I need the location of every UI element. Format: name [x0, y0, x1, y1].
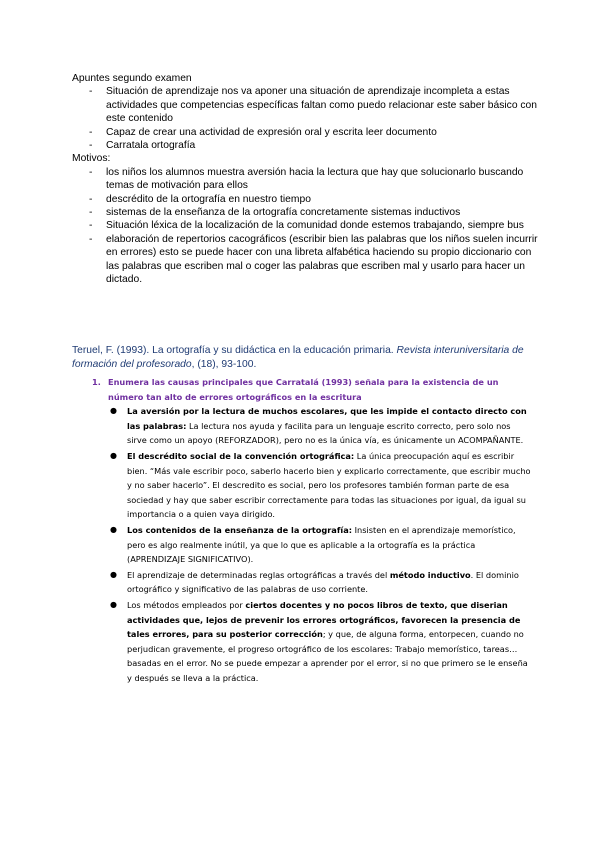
reference-journal: Revista interuniversitaria de formación del profesorado — [72, 345, 524, 371]
list-item — [72, 139, 542, 152]
bullet-bold-text: Los contenidos de la enseñanza de la ortografía: — [127, 524, 353, 535]
list-item — [72, 166, 542, 193]
bullet-text: . El dominio ortográfico y significativo de las palabras de uso corriente. — [127, 569, 519, 595]
notes-section — [72, 72, 542, 287]
list-item — [72, 449, 532, 522]
bullet-text: La lectura nos ayuda y facilita para un lenguaje escrito correcto, pero solo nos sirve como un apoyo (REFORZADOR), pero no es la única vía, es únicamente un ACOMPAÑANTE. — [127, 420, 524, 446]
answer-list — [72, 404, 532, 685]
list-item-text: descrédito de la ortografía en nuestro tiempo — [106, 193, 311, 205]
dash-marker: - — [89, 86, 93, 98]
question-text: Enumera las causas principales que Carratalá (1993) señala para la existencia de un número tan alto de errores ortográficos en la escritura — [108, 377, 499, 402]
list-item — [72, 85, 542, 125]
list-item — [72, 568, 532, 597]
question-heading — [72, 375, 532, 404]
dash-marker: - — [89, 233, 93, 245]
list-item — [72, 598, 532, 686]
motivos-title: Motivos: — [72, 153, 111, 165]
dash-marker: - — [89, 166, 93, 178]
question-section — [72, 375, 532, 686]
list-item — [72, 126, 542, 139]
notes-title: Apuntes segundo examen — [72, 73, 192, 84]
motivos-list — [72, 166, 542, 287]
list-item-text: Capaz de crear una actividad de expresión oral y escrita leer documento — [106, 126, 437, 138]
bullet-icon: ● — [110, 406, 117, 416]
bullet-text: El aprendizaje de determinadas reglas ortográficas a través del — [127, 569, 390, 580]
bullet-text: Insisten en el aprendizaje memorístico, pero es algo realmente inútil, ya que lo que es aplicable a la ortografía es la práctica (APRENDIZAJE SIGNIFICATIVO). — [127, 524, 516, 565]
list-item — [72, 219, 542, 232]
list-item-text: Carratala ortografía — [106, 140, 196, 152]
bullet-text: Los métodos empleados por — [127, 599, 246, 610]
bibliographic-reference — [72, 344, 532, 372]
dash-marker: - — [89, 207, 93, 219]
dash-marker: - — [89, 193, 93, 205]
list-item — [72, 206, 542, 219]
bullet-icon: ● — [110, 569, 117, 579]
reference-text: Teruel, F. (1993). La ortografía y su didáctica en la educación primaria. — [72, 345, 397, 357]
dash-marker: - — [89, 140, 93, 152]
reference-details: , (18), 93-100. — [191, 359, 257, 371]
bullet-bold-text: El descrédito social de la convención ortográfica: — [127, 450, 355, 461]
list-item-text: los niños los alumnos muestra aversión hacia la lectura que hay que solucionarlo buscando temas de motivación para ellos — [106, 166, 524, 192]
list-item — [72, 523, 532, 567]
bullet-text: ; y que, de alguna forma, entorpecen, cuando no perjudican gravemente, el progreso ortográfico de los escolares: Trabajo memorístico, tareas… basadas en el error. No se puede empezar a aprender por el error, si no que primero se le enseña y después se lleva a la práctica. — [127, 629, 528, 683]
list-item-text: Situación léxica de la localización de la comunidad donde estemos trabajando, siempre bus — [106, 220, 524, 232]
dash-marker: - — [89, 126, 93, 138]
list-item — [72, 404, 532, 448]
bullet-icon: ● — [110, 599, 117, 609]
bullet-icon: ● — [110, 450, 117, 460]
bullet-bold-text: ciertos docentes y no pocos libros de texto, que diserian actividades que, lejos de prevenir los errores ortográficos, favorecen la presencia de tales errores, para su posterior corrección — [127, 599, 521, 640]
bullet-bold-text: La aversión por la lectura de muchos escolares, que les impide el contacto directo con las palabras: — [127, 406, 527, 431]
notes-list — [72, 85, 542, 152]
list-item — [72, 233, 542, 287]
question-number: 1. — [92, 377, 101, 387]
dash-marker: - — [89, 220, 93, 232]
list-item-text: Situación de aprendizaje nos va aponer una situación de aprendizaje incompleta a estas actividades que competencias específicas faltan como puedo relacionar este saber básico con este contenido — [106, 86, 538, 125]
list-item-text: sistemas de la enseñanza de la ortografía concretamente sistemas inductivos — [106, 207, 461, 219]
bullet-icon: ● — [110, 524, 117, 534]
list-item — [72, 193, 542, 206]
bullet-text: La única preocupación aquí es escribir bien. “Más vale escribir poco, saberlo hacerlo bien y explicarlo correctamente, que escribir mucho y no saber hacerlo”. El descredito es social, pero los profesores también forman parte de esa sociedad y hay que saber escribir correctamente para todas las situaciones por igual, da igual su importancia o a quien vaya dirigido. — [127, 450, 531, 520]
list-item-text: elaboración de repertorios cacográficos (escribir bien las palabras que los niños suelen incurrir en errores) esto se puede hacer con una libreta alfabética haciendo su propio diccionario con las palabras que escriben mal o coger las palabras que escriben mal y usarlo para hacer un dictado. — [106, 233, 538, 286]
bullet-bold-text: método inductivo — [389, 569, 471, 580]
